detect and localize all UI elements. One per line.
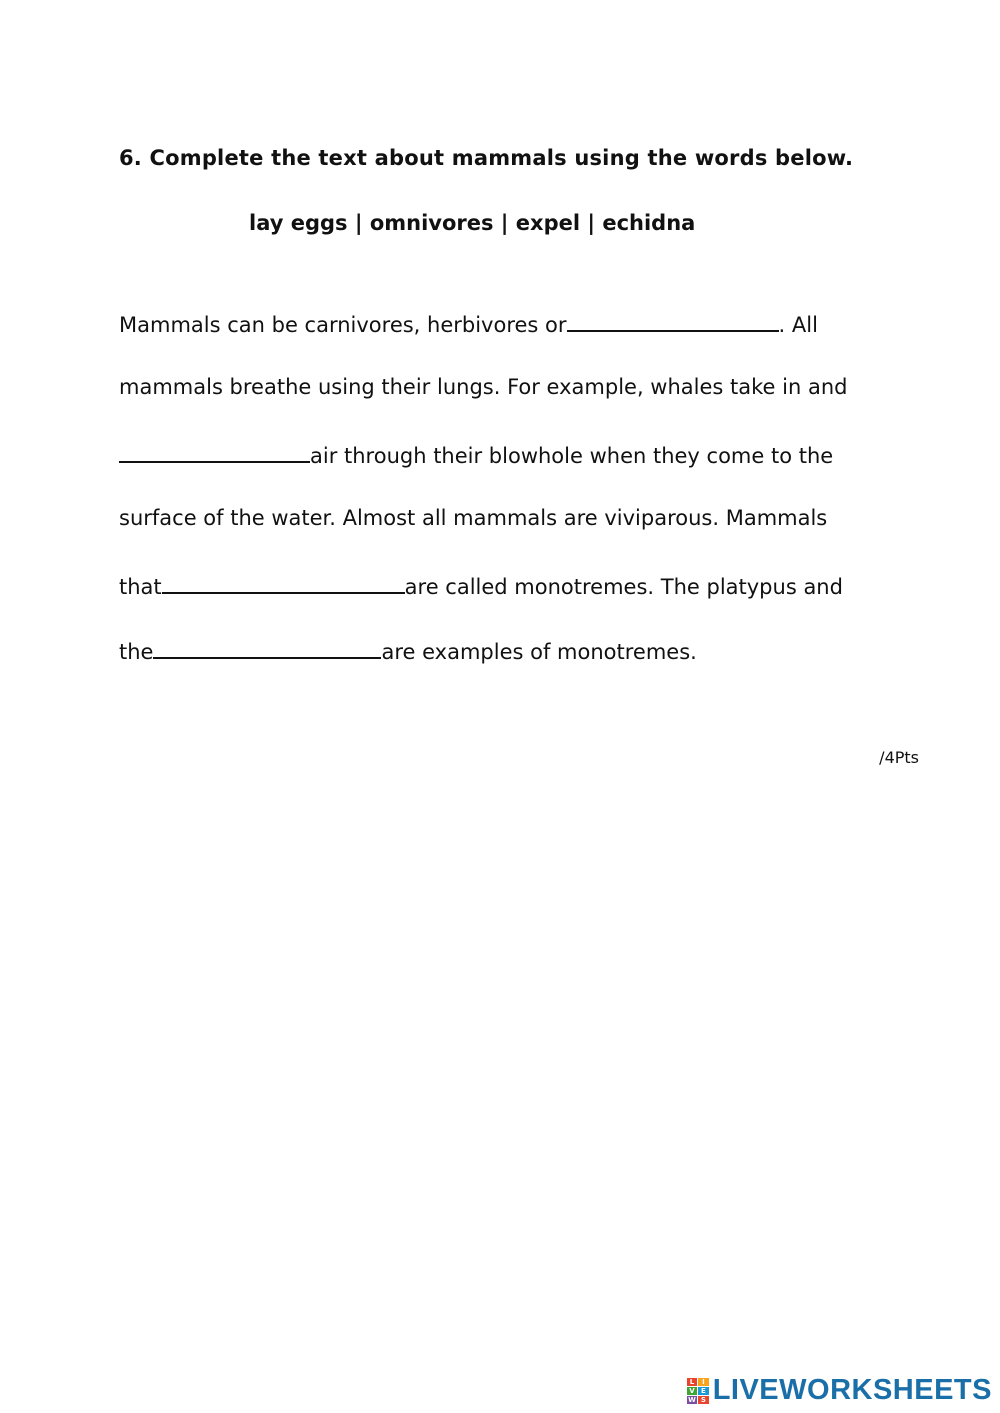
answer-blank-3[interactable] (162, 572, 405, 594)
passage-text: mammals breathe using their lungs. For example, whales take in and (119, 375, 848, 399)
logo-mark-cell: S (698, 1396, 709, 1404)
logo-mark-cell: I (698, 1378, 709, 1386)
passage-text: Mammals can be carnivores, herbivores or (119, 313, 567, 337)
passage-text: are called monotremes. The platypus and (404, 575, 843, 599)
passage-line-4 (119, 506, 827, 530)
passage-line-6 (119, 637, 697, 664)
passage-text: are examples of monotremes. (381, 640, 697, 664)
logo-mark-cell: L (687, 1378, 698, 1386)
liveworksheets-logo (687, 1374, 992, 1407)
passage-line-1 (119, 310, 818, 337)
answer-blank-2[interactable] (119, 441, 310, 463)
answer-blank-1[interactable] (567, 310, 779, 332)
passage-line-3 (119, 441, 833, 468)
score-label: /4Pts (879, 748, 919, 767)
question-title: 6. Complete the text about mammals using the words below. (119, 146, 854, 170)
passage-text: . All (778, 313, 818, 337)
passage-text: that (119, 575, 162, 599)
logo-mark-icon (687, 1378, 709, 1404)
logo-mark-cell: E (698, 1387, 709, 1395)
word-bank: lay eggs | omnivores | expel | echidna (249, 211, 696, 235)
logo-mark-cell: V (687, 1387, 698, 1395)
passage-text: surface of the water. Almost all mammals are viviparous. Mammals (119, 506, 828, 530)
logo-mark-cell: W (688, 1395, 696, 1404)
passage-text: air through their blowhole when they come to the (310, 444, 834, 468)
brand-name: LIVEWORKSHEETS (712, 1374, 992, 1406)
answer-blank-4[interactable] (153, 637, 381, 659)
passage-line-2 (119, 375, 847, 399)
passage-line-5 (119, 572, 843, 599)
passage-text: the (119, 640, 154, 664)
